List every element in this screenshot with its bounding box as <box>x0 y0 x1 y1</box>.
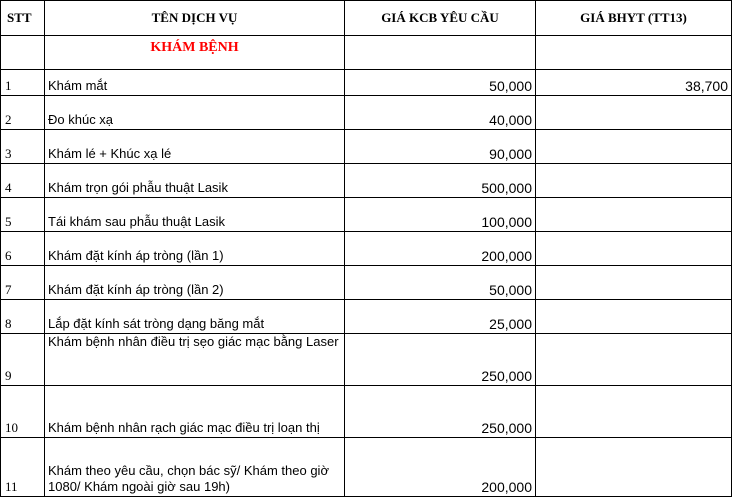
row-service-name: Khám theo yêu cầu, chọn bác sỹ/ Khám theo giờ 1080/ Khám ngoài giờ sau 19h) <box>45 438 345 497</box>
row-stt: 7 <box>1 266 45 300</box>
section-title: KHÁM BỆNH <box>45 36 345 70</box>
row-price: 250,000 <box>345 386 536 438</box>
row-bhyt <box>536 164 732 198</box>
table-row <box>1 96 732 130</box>
row-bhyt <box>536 130 732 164</box>
table-row <box>1 386 732 438</box>
row-stt: 4 <box>1 164 45 198</box>
row-price: 250,000 <box>345 334 536 386</box>
row-stt: 1 <box>1 70 45 96</box>
section-bhyt-cell <box>536 36 732 70</box>
row-price: 25,000 <box>345 300 536 334</box>
row-service-name: Lắp đặt kính sát tròng dạng băng mắt <box>45 300 345 334</box>
row-price: 500,000 <box>345 164 536 198</box>
row-price: 40,000 <box>345 96 536 130</box>
header-bhyt: GIÁ BHYT (TT13) <box>536 1 732 36</box>
row-bhyt: 38,700 <box>536 70 732 96</box>
row-stt: 10 <box>1 386 45 438</box>
row-bhyt <box>536 438 732 497</box>
row-bhyt <box>536 198 732 232</box>
row-bhyt <box>536 232 732 266</box>
row-stt: 6 <box>1 232 45 266</box>
row-price: 50,000 <box>345 266 536 300</box>
row-stt: 9 <box>1 334 45 386</box>
row-price: 90,000 <box>345 130 536 164</box>
row-bhyt <box>536 266 732 300</box>
table-row <box>1 266 732 300</box>
row-price: 200,000 <box>345 232 536 266</box>
section-price-cell <box>345 36 536 70</box>
header-stt: STT <box>1 1 45 36</box>
header-price: GIÁ KCB YÊU CẦU <box>345 1 536 36</box>
row-stt: 8 <box>1 300 45 334</box>
header-row <box>1 1 732 36</box>
row-price: 200,000 <box>345 438 536 497</box>
row-service-name: Khám bệnh nhân rạch giác mạc điều trị loạn thị <box>45 386 345 438</box>
row-stt: 3 <box>1 130 45 164</box>
table-row <box>1 130 732 164</box>
row-bhyt <box>536 300 732 334</box>
row-service-name: Khám mắt <box>45 70 345 96</box>
row-price: 50,000 <box>345 70 536 96</box>
table-row <box>1 438 732 497</box>
table-row <box>1 334 732 386</box>
table-row <box>1 300 732 334</box>
row-stt: 11 <box>1 438 45 497</box>
section-row <box>1 36 732 70</box>
row-bhyt <box>536 386 732 438</box>
row-service-name: Khám trọn gói phẫu thuật Lasik <box>45 164 345 198</box>
row-bhyt <box>536 96 732 130</box>
row-price: 100,000 <box>345 198 536 232</box>
header-service: TÊN DỊCH VỤ <box>45 1 345 36</box>
row-service-name: Khám đặt kính áp tròng (lần 2) <box>45 266 345 300</box>
table-row <box>1 70 732 96</box>
row-stt: 5 <box>1 198 45 232</box>
row-stt: 2 <box>1 96 45 130</box>
section-stt-cell <box>1 36 45 70</box>
row-service-name: Khám lé + Khúc xạ lé <box>45 130 345 164</box>
row-bhyt <box>536 334 732 386</box>
row-service-name: Khám bệnh nhân điều trị sẹo giác mạc bằng Laser <box>45 334 345 386</box>
row-service-name: Khám đặt kính áp tròng (lần 1) <box>45 232 345 266</box>
table-row <box>1 198 732 232</box>
row-service-name: Đo khúc xạ <box>45 96 345 130</box>
table-row <box>1 232 732 266</box>
table-row <box>1 164 732 198</box>
row-service-name: Tái khám sau phẫu thuật Lasik <box>45 198 345 232</box>
